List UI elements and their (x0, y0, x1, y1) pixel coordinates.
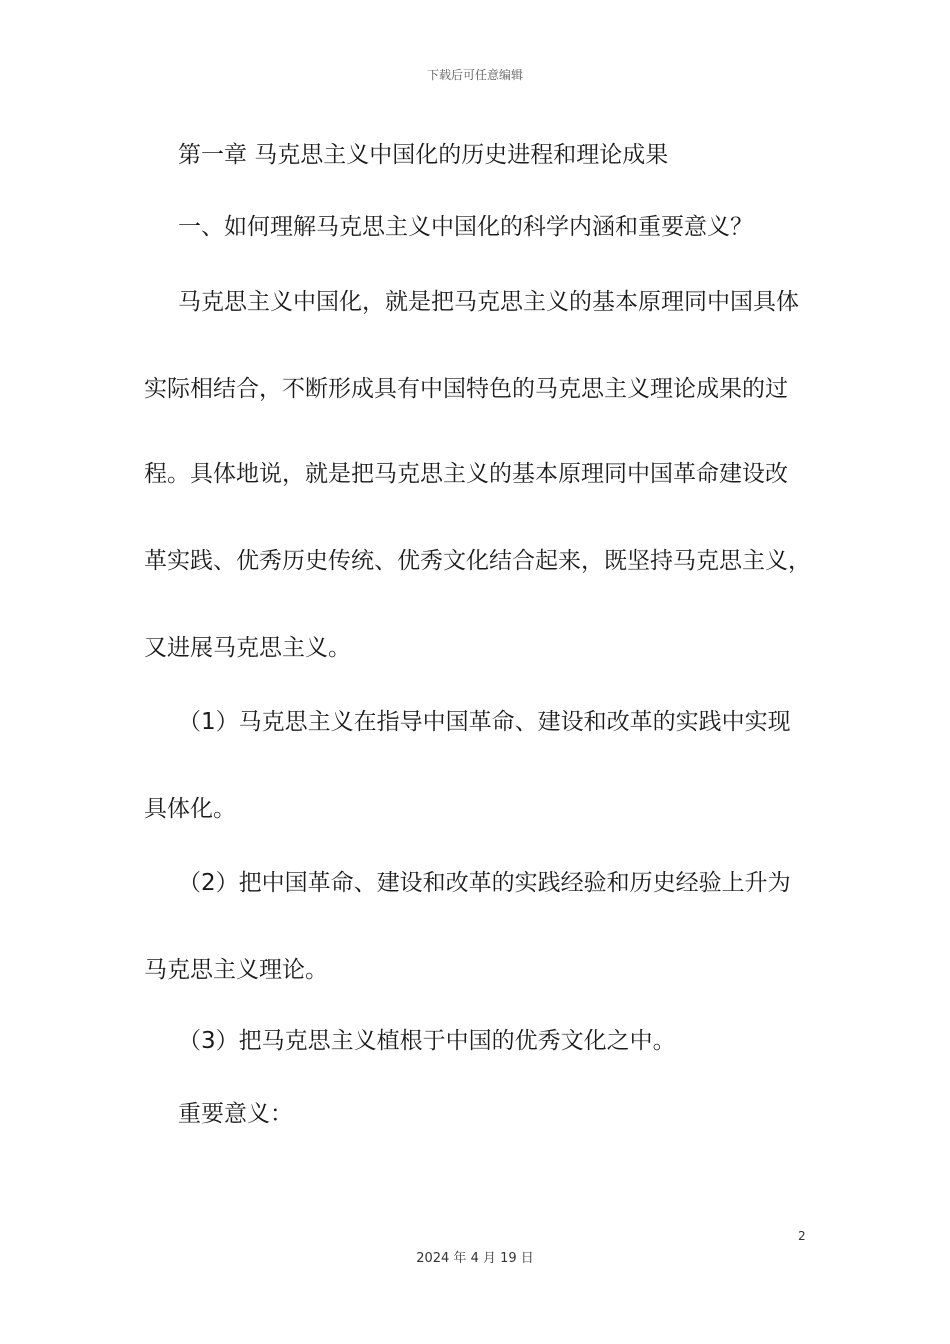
chapter-title: 第一章 马克思主义中国化的历史进程和理论成果 (178, 142, 669, 168)
page-header: 下载后可任意编辑 (426, 68, 523, 82)
item2-line1: （2）把中国革命、建设和改革的实践经验和历史经验上升为 (178, 870, 791, 896)
paragraph1-line3: 程。具体地说，就是把马克思主义的基本原理同中国革命建设改 (144, 461, 788, 487)
page-number: 2 (798, 1229, 806, 1243)
paragraph1-line1: 马克思主义中国化，就是把马克思主义的基本原理同中国具体 (178, 289, 799, 315)
paragraph1-line4: 革实践、优秀历史传统、优秀文化结合起来，既坚持马克思主义， (144, 548, 811, 574)
significance-heading: 重要意义： (178, 1101, 293, 1127)
item3-line: （3）把马克思主义植根于中国的优秀文化之中。 (178, 1028, 676, 1054)
paragraph1-line2: 实际相结合，不断形成具有中国特色的马克思主义理论成果的过 (144, 376, 788, 402)
item2-line2: 马克思主义理论。 (144, 957, 328, 983)
item1-line2: 具体化。 (144, 796, 236, 822)
question-title: 一、如何理解马克思主义中国化的科学内涵和重要意义？ (178, 214, 753, 240)
paragraph1-line5: 又进展马克思主义。 (144, 635, 351, 661)
footer-date: 2024 年 4 月 19 日 (416, 1251, 534, 1266)
item1-line1: （1）马克思主义在指导中国革命、建设和改革的实践中实现 (178, 709, 791, 735)
